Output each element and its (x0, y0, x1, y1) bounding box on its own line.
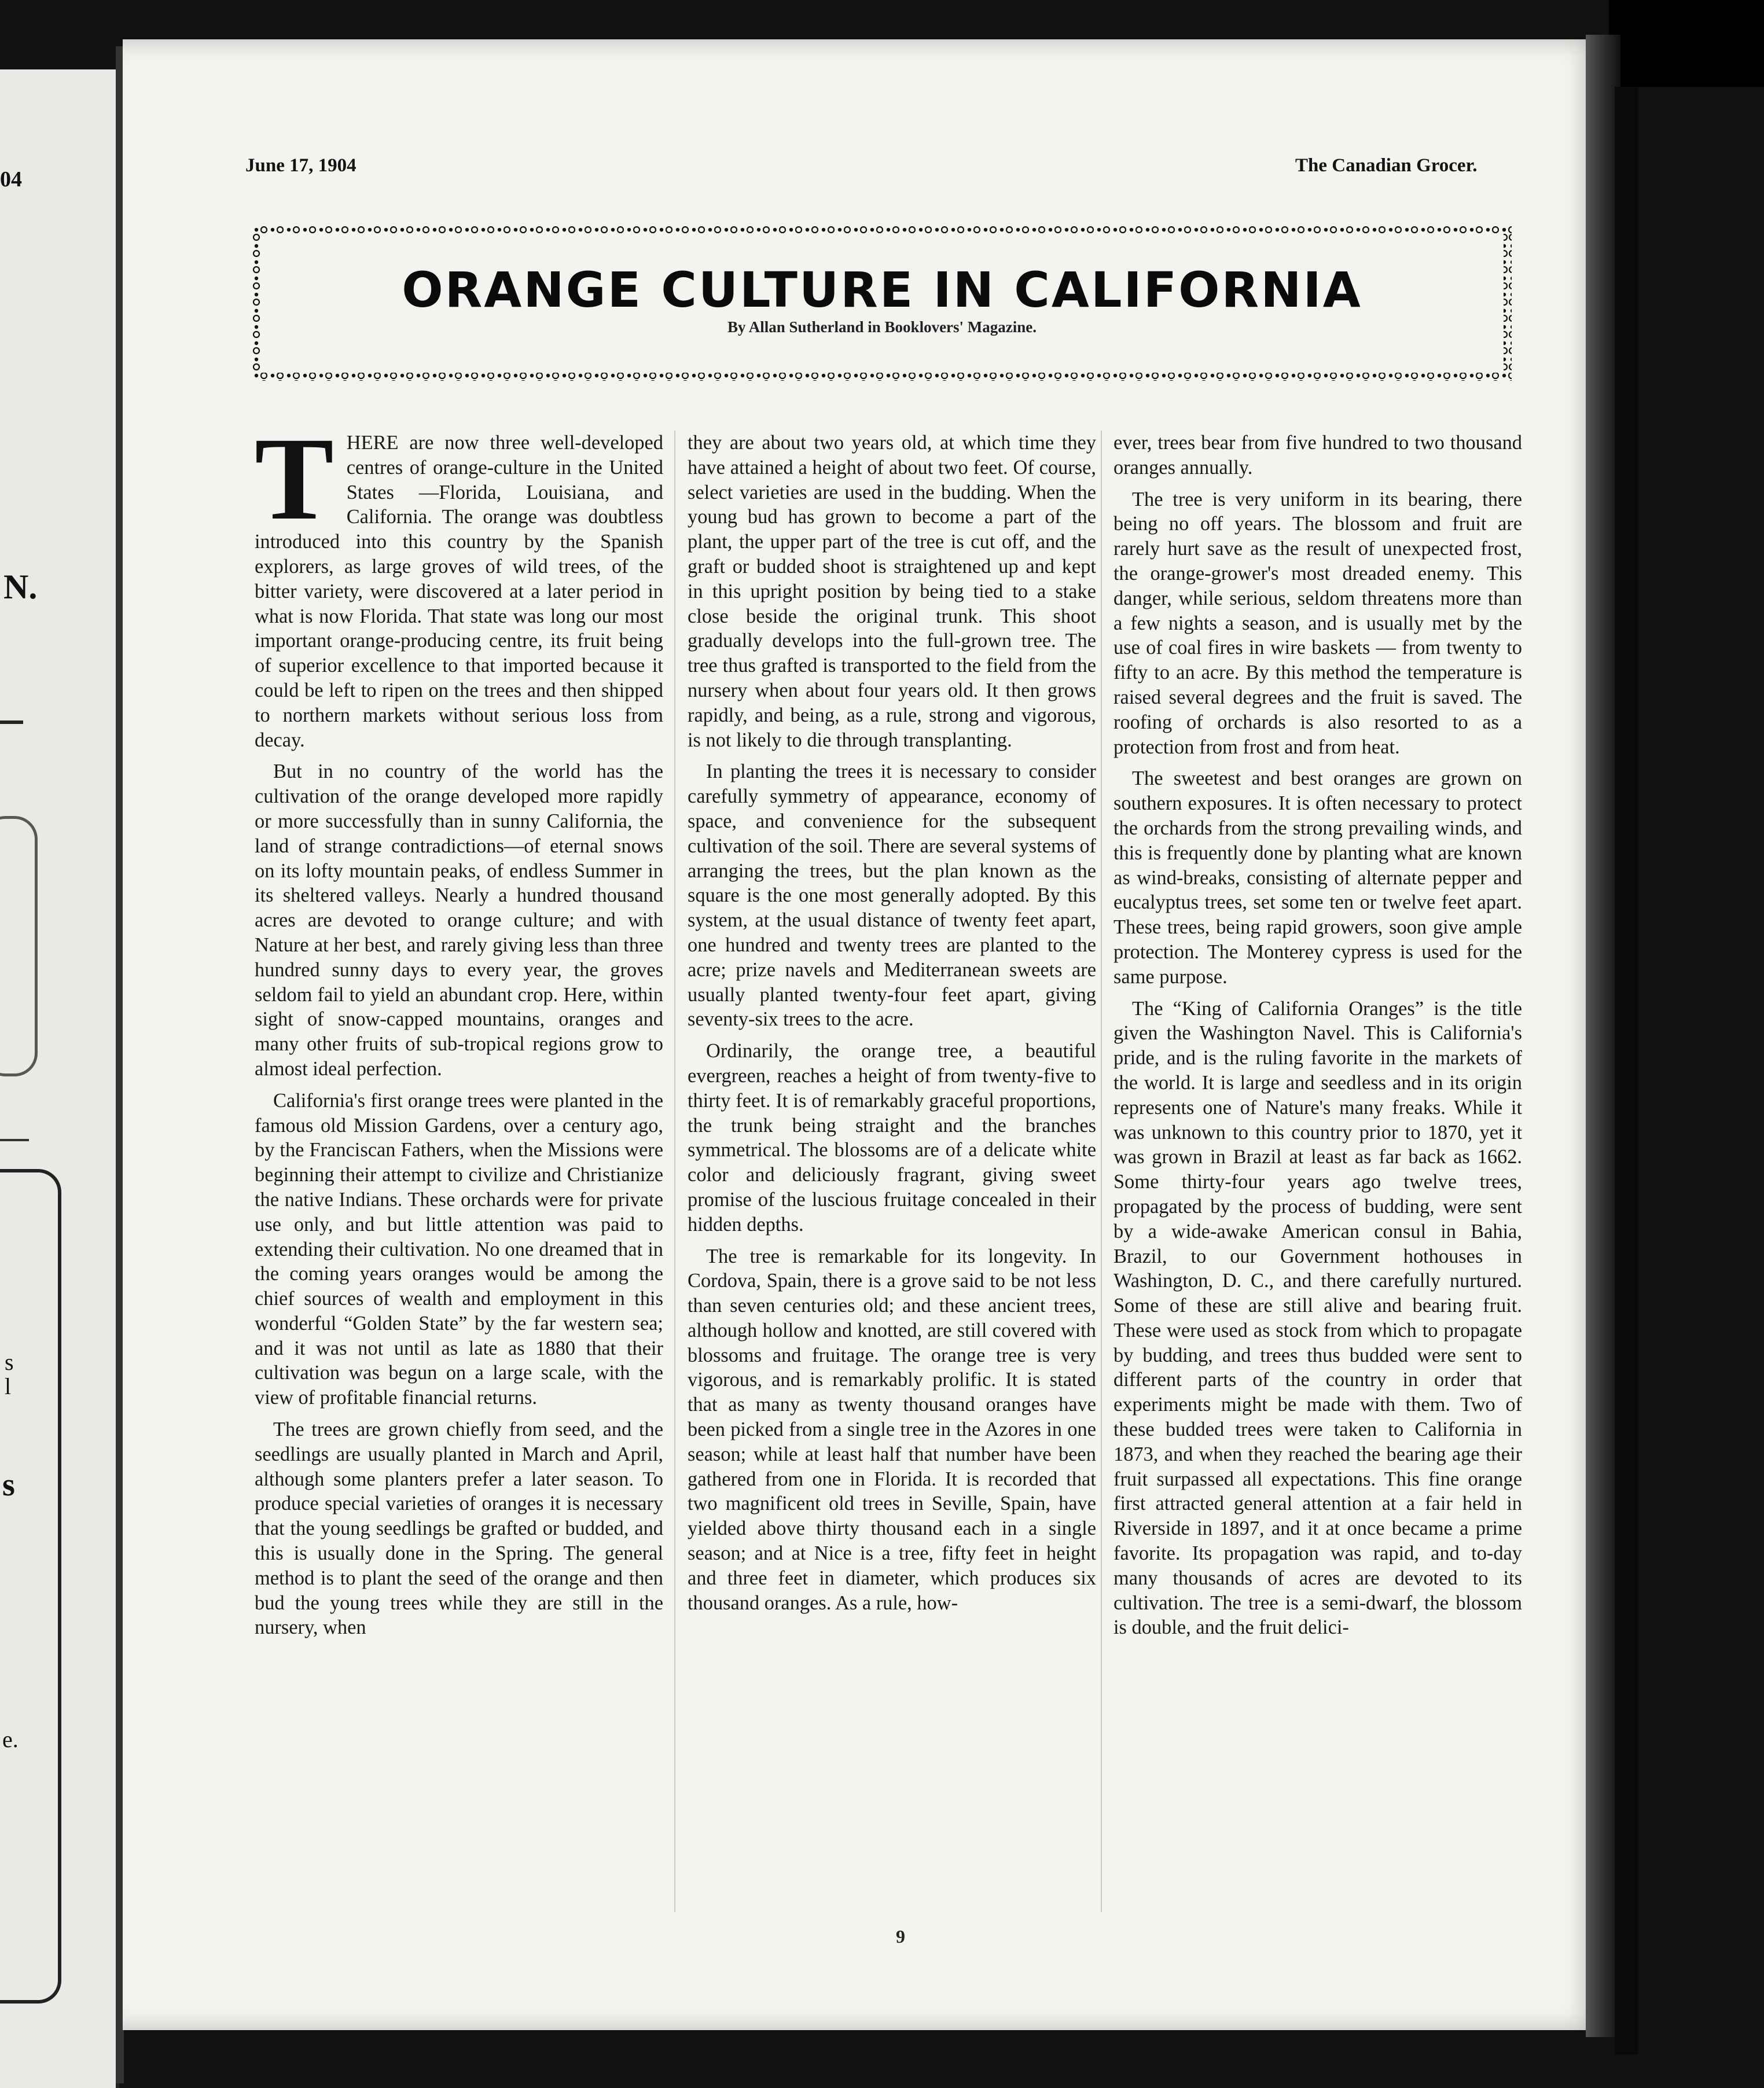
fragment-rule (0, 720, 23, 724)
paragraph-text: HERE are now three well-developed centres of orange-culture in the United States —Florida, Louisiana, and California. The orange was doubtless introduced into this country by the Spanish explorers, as large groves of wild trees, of the bitter variety, were discovered at a later period in what is now Florida. That state was long our most important orange-producing centre, its fruit being of superior excellence to that imported because it could be left to ripen on the trees and then shipped to northern markets without serious loss from decay. (255, 432, 663, 751)
column-rule (1101, 431, 1102, 1912)
fragment-fruit-illustration (0, 816, 38, 1076)
paragraph: The sweetest and best oranges are grown on southern exposures. It is often necessary to protect the orchards from the strong prevailing winds, and this is frequently done by planting what are known as wind-breaks, consisting of alternate pepper and eucalyptus trees, set some ten or twelve feet apart. These trees, being rapid growers, soon give ample protection. The Monterey cypress is used for the same purpose. (1113, 767, 1522, 988)
issue-date: June 17, 1904 (245, 155, 357, 176)
adjacent-page-fragment (0, 69, 119, 2088)
article-column-2 (688, 431, 1096, 1622)
paragraph: ever, trees bear from five hundred to two thousand oranges annually. (1113, 432, 1522, 479)
drop-cap: T (255, 413, 334, 545)
fragment-letter: l (5, 1373, 12, 1399)
article-title: ORANGE CULTURE IN CALIFORNIA (402, 262, 1362, 318)
column-rule (674, 431, 675, 1912)
paragraph: The tree is remarkable for its longevity. In Cordova, Spain, there is a grove said to be not less than seven centuries old; and these ancient trees, although hollow and knotted, are still covered with blossoms and fruitage. The orange tree is very vigorous, and is remarkably prolific. It is stated that as many as twenty thousand oranges have been picked from a single tree in the Azores in one season; while at least half that number have been gathered from one in Florida. It is recorded that two magnificent old trees in Seville, Spain, have yielded above thirty thousand each in a single season; and at Nice is a tree, fifty feet in height and three feet in diameter, which produces six thousand oranges. As a rule, how- (688, 1245, 1096, 1614)
article-column-1 (255, 413, 663, 1647)
fragment-letter: e. (2, 1726, 19, 1752)
paragraph: But in no country of the world has the cultivation of the orange developed more rapidly or more successfully than in sunny California, the land of strange contradictions—of eternal snows on its lofty mountain peaks, of endless Summer in its sheltered valleys. Nearly a hundred thousand acres are devoted to orange culture; and with Nature at her best, and rarely giving less than three hundred sunny days to every year, the groves seldom fail to yield an abundant crop. Here, within sight of snow-capped mountains, oranges and many other fruits of sub-tropical regions grow to almost ideal perfection. (255, 760, 663, 1080)
title-ornament-frame (252, 226, 1512, 381)
article-byline: By Allan Sutherland in Booklovers' Magazine. (727, 318, 1037, 336)
scan-right-dark-strip (1615, 87, 1638, 2054)
paragraph: In planting the trees it is necessary to consider carefully symmetry of appearance, economy of space, and convenience for the subsequent cultivation of the soil. There are several systems of arranging the trees, but the plan known as the square is the one most generally adopted. By this system, at the usual distance of twenty feet apart, one hundred and twenty trees are planted to the acre; prize navels and Mediterranean sweets are usually planted twenty-four feet apart, giving seventy-six trees to the acre. (688, 760, 1096, 1031)
paragraph: California's first orange trees were planted in the famous old Mission Gardens, over a century ago, by the Franciscan Fathers, when the Missions were beginning their attempt to civilize and Christianize the native Indians. These orchards were for private use only, and but little attention was paid to extending their cultivation. No one dreamed that in the coming years oranges would be among the chief sources of wealth and employment in this wonderful “Golden State” by the far western sea; and it was not until as late as 1880 that their cultivation was begun on a large scale, with the view of profitable financial returns. (255, 1089, 663, 1409)
fragment-rule (0, 1139, 29, 1141)
scan-top-dark-strip (1609, 0, 1764, 87)
paragraph: Ordinarily, the orange tree, a beautiful evergreen, reaches a height of from twenty-five to thirty feet. It is of remarkably graceful proportions, the trunk being straight and the branches symmetrical. The blossoms are of a delicate white color and deliciously fragrant, giving sweet promise of the luscious fruitage concealed in their hidden depths. (688, 1040, 1096, 1236)
paragraph: they are about two years old, at which time they have attained a height of about two feet. Of course, select varieties are used in the budding. When the young bud has grown to become a part of the plant, the upper part of the tree is cut off, and the graft or budded shoot is straightened up and kept in this upright position by being tied to a stake close beside the original trunk. This shoot gradually develops into the full-grown tree. The tree thus grafted is transported to the field from the nursery when about four years old. It then grows rapidly, and being, as a rule, strong and vigorous, is not likely to die through transplanting. (688, 432, 1096, 751)
paragraph: The “King of California Oranges” is the title given the Washington Navel. This is California's pride, and is the ruling favorite in the markets of the world. It is large and seedless and in its origin represents one of Nature's many freaks. While it was unknown to this country prior to 1870, yet it was grown in Brazil at least as far back as 1662. Some thirty-four years ago twelve trees, propagated by the process of budding, were sent by a wide-awake American consul in Bahia, Brazil, to our Government hothouses in Washington, D. C., and there carefully nurtured. Some of these are still alive and bearing fruit. These were used as stock from which to propagate by budding, and trees thus budded were sent to different parts of the country in order that experiments might be made with them. Two of these budded trees were taken to California in 1873, and when they reached the bearing age their fruit surpassed all expectations. This fine orange first attracted general attention at a fair held in Riverside in 1897, and it at once became a prime favorite. Its propagation was rapid, and to-day many thousands of acres are devoted to its cultivation. The tree is a semi-dwarf, the blossom is double, and the fruit delici- (1113, 997, 1522, 1639)
publication-name: The Canadian Grocer. (1295, 155, 1478, 176)
fragment-ad-box (0, 1169, 61, 2004)
paragraph: The tree is very uniform in its bearing, there being no off years. The blossom and fruit are rarely hurt save as the result of unexpected frost, the orange-grower's most dreaded enemy. This danger, while serious, seldom threatens more than a few nights a season, and is usually met by the use of coal fires in wire baskets — from twenty to fifty to an acre. By this method the temperature is raised several degrees and the fruit is saved. The roofing of orchards is also resorted to as a protection from frost and from heat. (1113, 488, 1522, 758)
fragment-letter: N. (3, 568, 38, 606)
page-number: 9 (896, 1926, 905, 1947)
paragraph (255, 413, 663, 752)
fragment-letter: s (5, 1349, 14, 1375)
article-column-3 (1113, 431, 1522, 1647)
fragment-page-number: 04 (0, 167, 22, 192)
paragraph: The trees are grown chiefly from seed, and the seedlings are usually planted in March and April, although some planters prefer a later season. To produce special varieties of oranges it is necessary that the young seedlings be grafted or budded, and this is usually done in the Spring. The general method is to plant the seed of the orange and then bud the young trees while they are still in the nursery, when (255, 1418, 663, 1639)
fragment-letter: s (2, 1467, 15, 1503)
